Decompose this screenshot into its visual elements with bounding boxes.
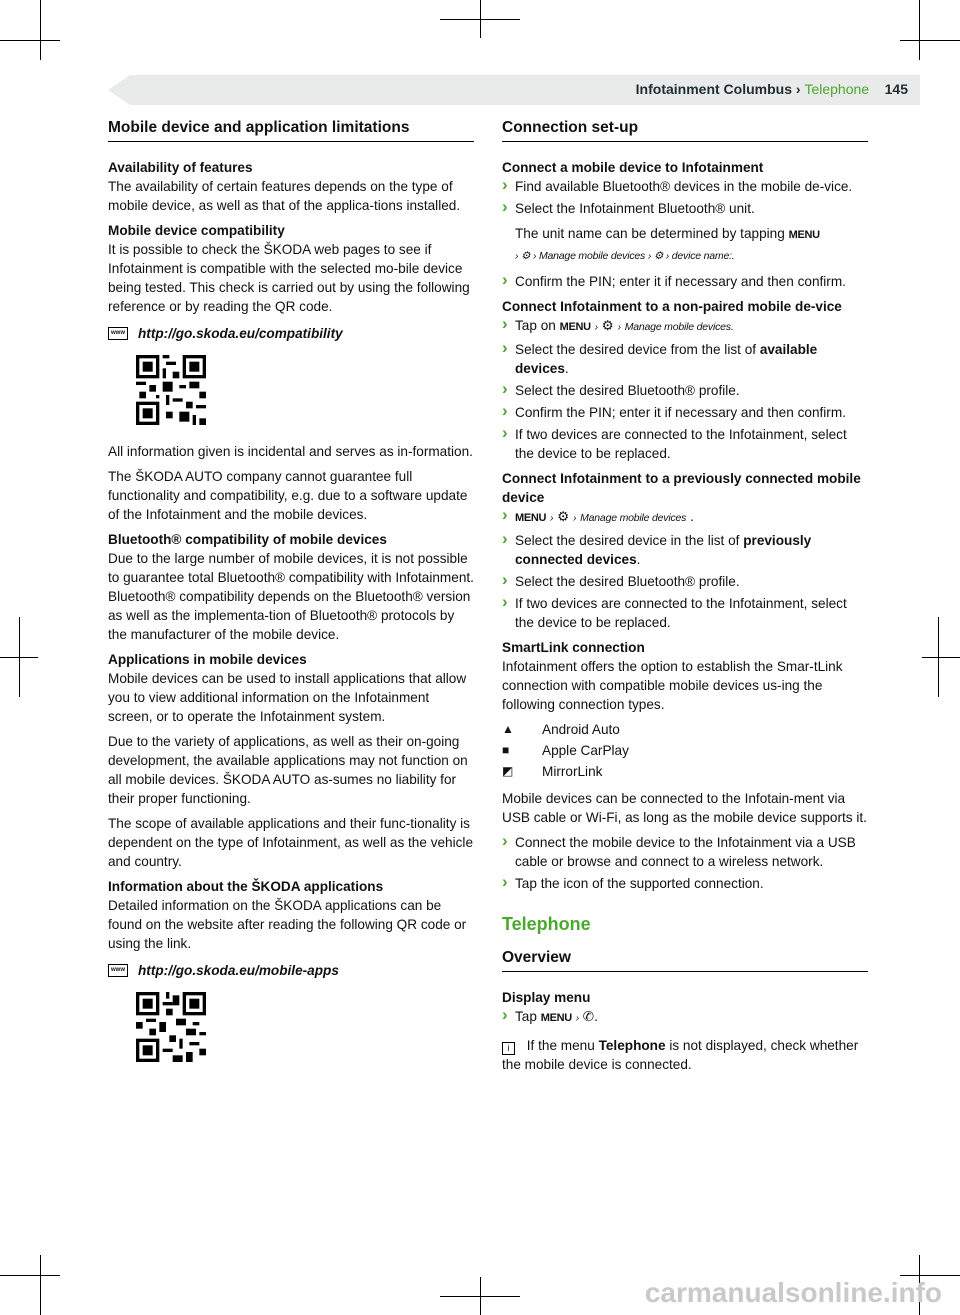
paragraph: Infotainment offers the option to establish the Smar-tLink connection with compatible mobile devices us-ing the following connection types. <box>502 659 843 712</box>
paragraph: Due to the large number of mobile devices, it is not possible to guarantee total Bluetooth® compatibility with Infotainment. Bluetooth® compatibility depends on the Bluetooth® version as well as the implementa-tion of Bluetooth® protocols by the manufacturer of the mobile device. <box>108 551 474 642</box>
step-list <box>502 1007 868 1028</box>
menu-path <box>515 250 735 262</box>
step: › Select the desired device from the list of available devices. <box>502 340 868 378</box>
header-section: Infotainment Columbus <box>635 81 792 97</box>
subheading: Connect Infotainment to a previously connected mobile device <box>502 471 861 505</box>
www-icon: www <box>108 964 128 977</box>
paragraph: It is possible to check the ŠKODA web pages to see if Infotainment is compatible with the selected mo-bile device being tested. This check is carried out by using the following reference or by reading the QR code. <box>108 242 470 314</box>
step: › If two devices are connected to the Infotainment, select the device to be replaced. <box>502 594 868 632</box>
left-column <box>108 118 474 1079</box>
note-text: The unit name can be determined by tapping <box>515 226 785 241</box>
crop-mark <box>919 0 920 60</box>
step-note <box>502 224 868 266</box>
paragraph: All information given is incidental and serves as in-formation. <box>108 444 473 459</box>
step-text: Tap <box>515 1009 537 1024</box>
step: › MENU › ⚙ › Manage mobile devices . <box>502 507 868 528</box>
step: › Connect the mobile device to the Infotainment via a USB cable or browse and connect to a wireless network. <box>502 833 868 871</box>
paragraph: The ŠKODA AUTO company cannot guarantee full functionality and compatibility, e.g. due to a software update of the Infotainment and the mobile devices. <box>108 469 468 522</box>
subheading: Display menu <box>502 990 591 1005</box>
android-auto-icon: ▲ <box>502 722 514 736</box>
settings-gear-icon: ⚙ <box>653 250 664 262</box>
step: › Find available Bluetooth® devices in the mobile de-vice. <box>502 177 868 196</box>
header-subsection: Telephone <box>804 81 870 97</box>
path-separator: › <box>617 321 621 333</box>
qr-code-icon <box>136 992 206 1062</box>
menu-key: MENU <box>515 512 547 524</box>
header-separator: › <box>795 81 801 97</box>
compatibility-link[interactable] <box>108 324 474 343</box>
connection-label: Android Auto <box>542 722 620 737</box>
connection-type <box>502 762 868 781</box>
path-separator: › <box>594 321 598 333</box>
section-title: Connection set-up <box>502 118 868 142</box>
subheading: Connect Infotainment to a non-paired mobile de-vice <box>502 299 842 314</box>
subheading: Bluetooth® compatibility of mobile devices <box>108 532 387 547</box>
paragraph: Detailed information on the ŠKODA applications can be found on the website after reading the following QR code or using the link. <box>108 898 467 951</box>
subheading: Availability of features <box>108 160 253 175</box>
path-separator: › <box>532 250 537 262</box>
path-separator: › <box>665 250 670 262</box>
apple-carplay-icon: ■ <box>502 743 510 757</box>
paragraph: Mobile devices can be used to install applications that allow you to view additional information on the Infotainment screen, or to operate the Infotainment system. <box>108 671 467 724</box>
step: › Select the desired Bluetooth® profile. <box>502 572 868 591</box>
paragraph: Mobile devices can be connected to the Infotain-ment via USB cable or Wi-Fi, as long as the mobile device supports it. <box>502 791 867 825</box>
paragraph: The availability of certain features depends on the type of mobile device, as well as that of the applica-tions installed. <box>108 179 461 213</box>
step-list <box>502 272 868 291</box>
step: › Confirm the PIN; enter it if necessary and then confirm. <box>502 272 868 291</box>
menu-path-item: device name:. <box>671 250 735 262</box>
subheading: Information about the ŠKODA applications <box>108 879 384 894</box>
path-separator: › <box>515 250 519 262</box>
step: › Select the desired device in the list of previously connected devices. <box>502 531 868 569</box>
step-text: Tap on <box>515 318 556 333</box>
connection-type <box>502 720 868 739</box>
connection-label: MirrorLink <box>542 764 603 779</box>
info-note <box>502 1036 868 1074</box>
crop-mark <box>440 1296 520 1297</box>
menu-key: MENU <box>540 1012 572 1024</box>
subheading: SmartLink connection <box>502 640 645 655</box>
crop-mark <box>0 40 60 41</box>
paragraph: Due to the variety of applications, as well as their on-going development, the available applications may not function on all mobile devices. ŠKODA AUTO as-sumes no liability for their proper functioning. <box>108 734 468 806</box>
step-list <box>502 316 868 463</box>
subheading: Mobile device compatibility <box>108 223 285 238</box>
connection-type <box>502 741 868 760</box>
menu-path-item: Manage mobile devices. <box>624 321 734 333</box>
crop-mark <box>440 19 520 20</box>
crop-mark <box>40 1255 41 1315</box>
chapter-title: Telephone <box>502 914 591 934</box>
section-title: Mobile device and application limitations <box>108 118 474 142</box>
watermark: carmanualsonline.info <box>644 1277 942 1308</box>
mobile-apps-link[interactable] <box>108 961 474 980</box>
settings-gear-icon: ⚙ <box>601 318 614 333</box>
step: › Tap MENU › ✆. <box>502 1007 868 1028</box>
qr-code-icon <box>136 355 206 425</box>
subheading: Applications in mobile devices <box>108 652 307 667</box>
path-separator: › <box>575 1012 579 1024</box>
phone-icon: ✆ <box>582 1009 595 1024</box>
step <box>502 316 868 337</box>
note-text: is not displayed, check whether the mobile device is connected. <box>502 1038 859 1072</box>
subheading: Connect a mobile device to Infotainment <box>502 160 764 175</box>
path-separator: › <box>647 250 652 262</box>
settings-gear-icon: ⚙ <box>557 509 570 524</box>
step-text: Select the desired device from the list of <box>515 342 757 357</box>
step: › Select the desired Bluetooth® profile. <box>502 381 868 400</box>
www-icon: www <box>108 327 128 340</box>
menu-key: MENU <box>559 321 591 333</box>
step: › If two devices are connected to the Infotainment, select the device to be replaced. <box>502 425 868 463</box>
path-separator: › <box>549 512 554 524</box>
info-icon: i <box>502 1042 515 1055</box>
step-emphasis: previously connected devices <box>515 533 812 567</box>
settings-gear-icon: ⚙ <box>521 250 531 262</box>
header-breadcrumb <box>636 81 908 97</box>
step-list <box>502 833 868 893</box>
note-text: If the menu <box>526 1038 595 1053</box>
crop-mark <box>922 657 960 658</box>
paragraph: The scope of available applications and their func-tionality is dependent on the type of Infotainment, as well as the vehicle and country. <box>108 816 474 869</box>
step-emphasis: available devices <box>515 342 818 376</box>
link-text[interactable]: http://go.skoda.eu/compatibility <box>138 326 343 341</box>
path-separator: › <box>573 512 577 524</box>
crop-mark <box>0 1275 60 1276</box>
crop-mark <box>900 40 960 41</box>
step-list <box>502 507 868 632</box>
step: › Select the Infotainment Bluetooth® unit. <box>502 199 868 218</box>
step-text: Select the desired device in the list of <box>515 533 740 548</box>
menu-key: MENU <box>788 229 820 241</box>
step: › Tap the icon of the supported connection. <box>502 874 868 893</box>
section-title: Overview <box>502 948 868 972</box>
crop-mark <box>40 0 41 60</box>
crop-mark <box>0 657 38 658</box>
step: › Confirm the PIN; enter it if necessary and then confirm. <box>502 403 868 422</box>
mirrorlink-icon: ◩ <box>502 764 514 778</box>
right-column <box>502 118 868 1080</box>
connection-label: Apple CarPlay <box>542 743 629 758</box>
step-list <box>502 177 868 218</box>
menu-path-item: Manage mobile devices <box>538 250 646 262</box>
menu-path-item: Manage mobile devices <box>580 512 687 524</box>
link-text[interactable]: http://go.skoda.eu/mobile-apps <box>138 963 339 978</box>
page-number: 145 <box>884 81 908 97</box>
crop-mark <box>900 1275 960 1276</box>
note-emphasis: Telephone <box>598 1038 666 1053</box>
